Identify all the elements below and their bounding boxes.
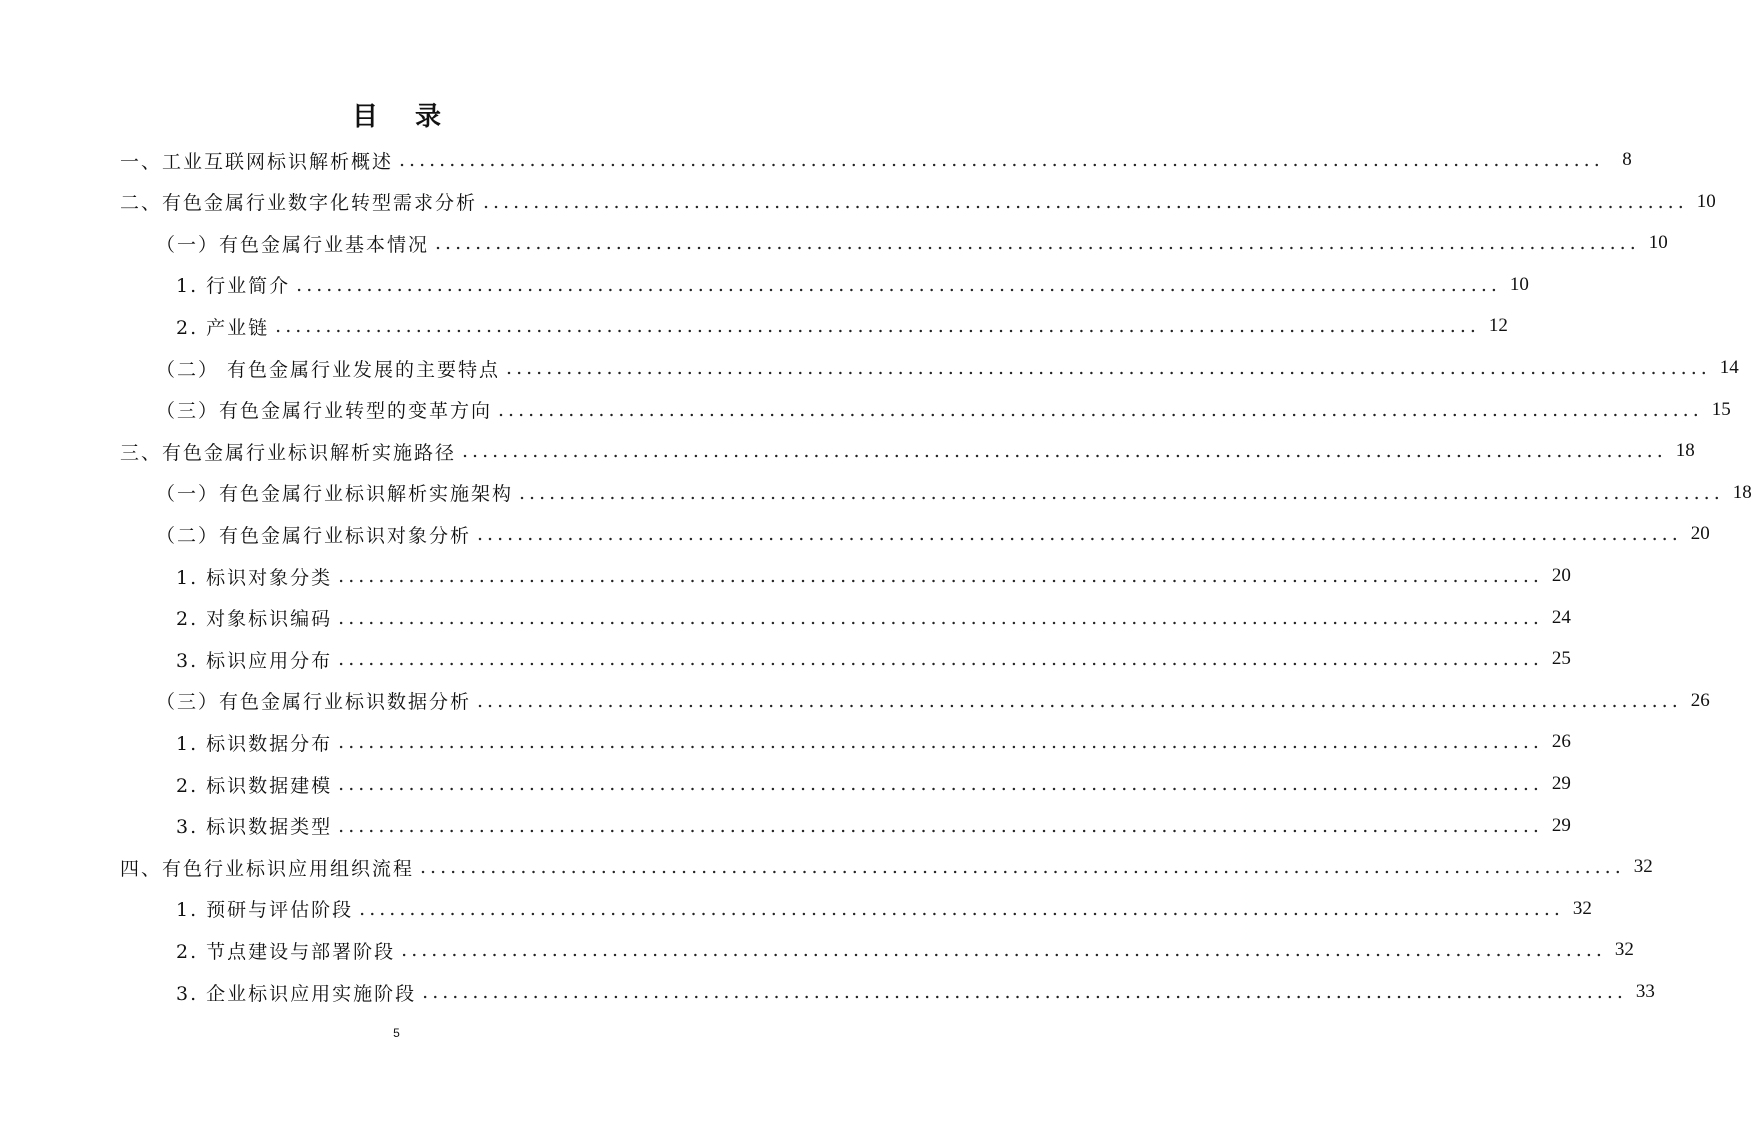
toc-entry-page: 26: [1551, 731, 1571, 753]
toc-entry-label: 1. 标识对象分类: [176, 566, 333, 589]
toc-entry-page: 29: [1551, 773, 1571, 794]
toc-entry-page: 20: [1690, 523, 1710, 545]
toc-entry-label: （一）有色金属行业标识解析实施架构: [156, 483, 514, 506]
toc-entry-page: 32: [1633, 856, 1653, 878]
toc-entry-page: 18: [1675, 440, 1695, 462]
toc-entry-page: 14: [1719, 357, 1739, 378]
toc-entry[interactable]: [176, 972, 1655, 1012]
toc-entry[interactable]: [156, 473, 1752, 513]
toc-entry-label: 3. 企业标识应用实施阶段: [176, 982, 417, 1005]
toc-entry-label: 2. 标识数据建模: [176, 774, 333, 797]
toc-entry-label: 1. 预研与评估阶段: [176, 899, 354, 922]
dot-leader: ........................................................................................................................: [462, 440, 1667, 463]
toc-entry[interactable]: [156, 348, 1739, 388]
toc-entry-label: 2. 产业链: [176, 316, 270, 339]
toc-entry-page: 20: [1551, 565, 1571, 586]
toc-entry-label: （二）有色金属行业标识对象分析: [156, 524, 472, 547]
page-number: 5: [393, 1026, 400, 1040]
dot-leader: ........................................................................................................................: [338, 565, 1543, 587]
dot-leader: ........................................................................................................................: [275, 315, 1480, 338]
toc-entry-page: 29: [1551, 814, 1571, 836]
toc-entry-label: 2. 节点建设与部署阶段: [176, 940, 396, 963]
toc-entry[interactable]: [120, 140, 1632, 180]
toc-entry-page: 33: [1635, 981, 1655, 1002]
dot-leader: ........................................................................................................................: [435, 232, 1640, 255]
toc-entry[interactable]: [176, 598, 1571, 638]
toc-entry[interactable]: [120, 182, 1716, 222]
toc-entry-page: 10: [1696, 190, 1716, 212]
toc-entry-label: 四、有色行业标识应用组织流程: [120, 857, 415, 880]
toc-entry-page: 15: [1711, 398, 1731, 420]
toc-entry-page: 18: [1732, 481, 1752, 503]
toc-entry-page: 26: [1690, 689, 1710, 711]
toc-entry-page: 24: [1551, 606, 1571, 628]
toc-entry-page: 10: [1648, 232, 1668, 254]
dot-leader: ........................................................................................................................: [359, 897, 1564, 920]
toc-entry-label: 二、有色金属行业数字化转型需求分析: [120, 192, 478, 215]
toc-entry[interactable]: [176, 889, 1592, 929]
toc-entry-page: 32: [1614, 939, 1634, 961]
toc-entry-label: 一、工业互联网标识解析概述: [120, 150, 394, 173]
toc-entry-label: （一）有色金属行业基本情况: [156, 233, 430, 256]
toc-entry[interactable]: [156, 223, 1668, 263]
toc-entry[interactable]: [156, 681, 1710, 721]
dot-leader: ........................................................................................................................: [296, 273, 1501, 296]
toc-entry[interactable]: [176, 722, 1571, 762]
dot-leader: ........................................................................................................................: [338, 773, 1543, 795]
toc-entry[interactable]: [176, 265, 1529, 305]
dot-leader: ........................................................................................................................: [420, 856, 1625, 879]
toc-entry-page: 25: [1551, 648, 1571, 670]
dot-leader: ........................................................................................................................: [338, 814, 1543, 837]
toc-entry-label: 3. 标识数据类型: [176, 816, 333, 839]
toc-entry[interactable]: [156, 514, 1710, 554]
toc-entry-page: 8: [1622, 149, 1632, 170]
toc-entry[interactable]: [120, 847, 1653, 887]
toc-entry-label: 3. 标识应用分布: [176, 649, 333, 672]
toc-entry-page: 32: [1572, 897, 1592, 919]
dot-leader: ........................................................................................................................: [506, 357, 1711, 379]
toc-entry[interactable]: [176, 930, 1634, 970]
toc-entry-page: 12: [1488, 315, 1508, 337]
toc-entry-label: 2. 对象标识编码: [176, 608, 333, 631]
dot-leader: ........................................................................................................................: [401, 939, 1606, 962]
toc-entry[interactable]: [156, 390, 1731, 430]
toc-title: 目 录: [351, 102, 456, 132]
toc-entry[interactable]: [176, 639, 1571, 679]
dot-leader: ........................................................................................................................: [338, 648, 1543, 671]
toc-entry-page: 10: [1509, 273, 1529, 295]
dot-leader: ........................................................................................................................: [477, 689, 1682, 712]
dot-leader: ........................................................................................................................: [483, 190, 1688, 213]
toc-entry[interactable]: [176, 806, 1571, 846]
dot-leader: ........................................................................................................................: [338, 731, 1543, 754]
toc-entry[interactable]: [176, 556, 1571, 596]
toc-entry-label: （二） 有色金属行业发展的主要特点: [156, 358, 501, 381]
toc-entry-label: 三、有色金属行业标识解析实施路径: [120, 441, 457, 464]
toc-entry-label: 1. 行业简介: [176, 275, 291, 298]
dot-leader: ........................................................................................................................: [338, 606, 1543, 629]
toc-entry-label: 1. 标识数据分布: [176, 732, 333, 755]
dot-leader: ........................................................................................................................: [519, 481, 1724, 504]
dot-leader: ........................................................................................................................: [477, 523, 1682, 546]
dot-leader: ........................................................................................................................: [498, 398, 1703, 421]
toc-entry-label: （三）有色金属行业标识数据分析: [156, 691, 472, 714]
toc-entry[interactable]: [120, 431, 1695, 471]
toc-entry[interactable]: [176, 306, 1508, 346]
toc-entry[interactable]: [176, 764, 1571, 804]
toc-entry-label: （三）有色金属行业转型的变革方向: [156, 400, 493, 423]
dot-leader: ........................................................................................................................: [422, 981, 1627, 1003]
dot-leader: ........................................................................................................................: [399, 149, 1604, 171]
